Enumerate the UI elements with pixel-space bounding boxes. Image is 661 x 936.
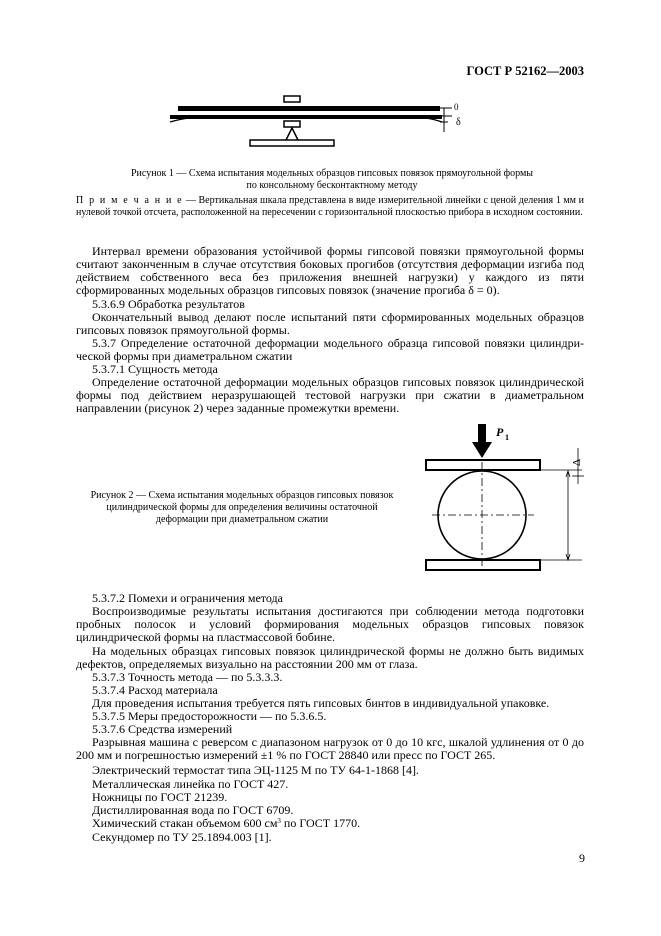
figure-1-caption: Рисунок 1 — Схема испытания модельных образцов гипсовых повязок прямоугольной формы по консольному бесконтактному методу bbox=[130, 168, 534, 191]
base-plate bbox=[250, 140, 334, 146]
figure-2-diagram bbox=[422, 422, 592, 574]
weight-block bbox=[284, 96, 300, 102]
figure-2-caption: Рисунок 2 — Схема испытания модельных образцов гипсовых повязок цилиндрической формы для определения величины остаточной деформации при диаметральном сжатии bbox=[90, 490, 394, 525]
section-5-3-6-9: 5.3.6.9 Обработка результатов bbox=[92, 297, 245, 311]
section-5-3-7: 5.3.7 Определение остаточной деформации модельного образца гипсовой повязки цилиндри-ческой формы при диаметральном сжатии bbox=[76, 336, 584, 363]
section-5-3-7-3: 5.3.7.3 Точность метода — по 5.3.3.3. bbox=[92, 670, 283, 684]
specimen-strip bbox=[170, 115, 442, 119]
figure-1-diagram bbox=[160, 92, 480, 158]
paragraph-5: На модельных образцах гипсовых повязок цилиндрической формы не должно быть видимых дефектов, определяемых визуально на расстоянии 200 мм от глаза. bbox=[76, 644, 584, 671]
paragraph-3: Определение остаточной деформации модельных образцов гипсовых повязок цилиндрической формы под действием неразрушающей тестовой нагрузки при сжатии в диаметральном направлении (рисунок 2) через заданные промежутки времени. bbox=[76, 375, 584, 415]
scale-delta-label: δ bbox=[456, 117, 461, 128]
bottom-press-plate bbox=[426, 560, 540, 570]
section-5-3-7-4: 5.3.7.4 Расход материала bbox=[92, 683, 218, 697]
instrument-water: Дистиллированная вода по ГОСТ 6709. bbox=[92, 803, 294, 817]
top-plate bbox=[178, 106, 440, 111]
paragraph-4: Воспроизводимые результаты испытания достигаются при соблюдении метода подготовки пробных полосок и условий формирования модельных образцов гипсовых повязок цилиндрической формы на пластмассовой бобине. bbox=[76, 604, 584, 644]
load-arrow bbox=[472, 424, 492, 458]
paragraph-6: Для проведения испытания требуется пять гипсовых бинтов в индивидуальной упаковке. bbox=[92, 696, 550, 710]
instrument-thermostat: Электрический термостат типа ЭЦ-1125 М по ТУ 64-1-1868 [4]. bbox=[92, 763, 419, 777]
support-triangle bbox=[286, 128, 298, 140]
load-subscript: 1 bbox=[505, 433, 509, 442]
paragraph-2: Окончательный вывод делают после испытаний пяти сформированных модельных образцов гипсовых повязок прямоугольной формы. bbox=[76, 310, 584, 337]
paragraph-1: Интервал времени образования устойчивой формы гипсовой повязки прямоугольной формы считают законченным в случае отсутствия боковых прогибов (отсутствия деформации изгиба под действием собственного веса без приложения внешней нагрузки) у каждого из пяти сформированных модельных образцов гипсовых повязок (значение прогиба δ = 0). bbox=[76, 244, 584, 297]
top-press-plate bbox=[426, 460, 540, 470]
section-5-3-7-6: 5.3.7.6 Средства измерений bbox=[92, 722, 233, 736]
instrument-beaker: Химический стакан объемом 600 $см^3$ по ГОСТ 1770. bbox=[92, 816, 361, 830]
paragraph-7: Разрывная машина с реверсом с диапазоном нагрузок от 0 до 10 кгс, шкалой удлинения от 0 до 200 мм и погрешностью измерений ±1 % по ГОСТ 28840 или пресс по ГОСТ 265. bbox=[76, 735, 584, 762]
section-5-3-7-2: 5.3.7.2 Помехи и ограничения метода bbox=[92, 591, 283, 605]
instrument-scissors: Ножницы по ГОСТ 21239. bbox=[92, 790, 228, 804]
page-number: 9 bbox=[579, 851, 585, 865]
instrument-ruler: Металлическая линейка по ГОСТ 427. bbox=[92, 777, 289, 791]
scale-zero-label: 0 bbox=[454, 102, 459, 112]
load-label: P bbox=[496, 425, 504, 439]
delta-label: Δ bbox=[571, 458, 583, 466]
standard-header: ГОСТ Р 52162—2003 bbox=[466, 64, 584, 78]
note bbox=[76, 195, 584, 219]
note-prefix: П р и м е ч а н и е bbox=[76, 195, 184, 206]
instrument-stopwatch: Секундомер по ТУ 25.1894.003 [1]. bbox=[92, 830, 272, 844]
clamp-block bbox=[284, 121, 300, 127]
note-text: — Вертикальная шкала представлена в виде измерительной линейки с ценой деления 1 мм и нулевой точкой отсчета, расположенной на пересечении с горизонтальной плоскостью прибора в исходном состоянии. bbox=[76, 195, 584, 218]
section-5-3-7-5: 5.3.7.5 Меры предосторожности — по 5.3.6.5. bbox=[92, 709, 327, 723]
section-5-3-7-1: 5.3.7.1 Сущность метода bbox=[92, 362, 218, 376]
